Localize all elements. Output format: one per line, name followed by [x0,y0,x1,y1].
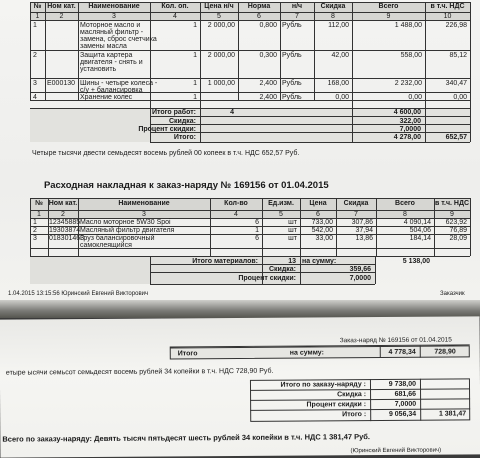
invoice-row-vat: 623,92 [445,219,467,226]
order-total-label: Итого по заказу-наряду : [280,381,367,389]
order-row-discount: 0,00 [335,94,349,101]
order-row-name: установить [80,66,117,73]
order-col-number: 1 [35,13,40,20]
order-col-header: Всего [378,3,399,10]
order-row-name: замены масла [80,43,127,50]
invoice-row-total: 504,06 [409,227,431,234]
invoice-percent-value: 7,0000 [349,275,371,282]
order-col-header: Наименование [88,3,140,10]
invoice-col-header: № [35,200,43,207]
order-col-number: 6 [257,13,261,20]
invoice-col-header: Ед.изм. [268,200,294,207]
works-label: Итого работ: [151,109,196,116]
order-row-code: Е000130 [47,80,76,87]
summary-sheet [0,316,480,457]
order-col-header: Цена н/ч [204,3,234,10]
order-row-unit: Рубль [282,94,302,101]
invoice-row-name: Груз балансировочный [80,235,155,242]
order-row-vat: 0,00 [453,94,467,101]
order-row-num: 1 [33,22,37,29]
order-col-header: Ном кат. [47,3,76,10]
order-row-total: 0,00 [408,94,422,101]
invoice-row-code: 018301463 [49,235,85,242]
order-row-discount: 112,00 [328,22,349,29]
grand-total-value: 9 056,34 [388,410,417,418]
invoice-sum-value: 5 138,00 [402,258,430,265]
works-total: 4 600,00 [393,109,421,116]
invoice-row-total: 184,14 [409,235,431,242]
invoice-row-name: Масляный фильтр двигателя [80,227,175,234]
invoice-row-code: 12345885 [49,219,81,226]
invoice-col-header: Ном кат. [48,200,78,207]
order-row-norm: 2,400 [259,80,277,87]
invoice-col-header: Кол-во [224,200,248,207]
order-row-total: 1 488,00 [394,22,422,29]
invoice-row-num: 2 [33,227,37,234]
order-row-price: 2 000,00 [207,22,235,29]
signature-name: (Юринский Евгений Викторович) [350,447,442,455]
order-col-header: Скидка [320,3,346,10]
order-row-name: масляный фильтр - [80,29,144,36]
order-col-header: Норма [247,3,271,10]
invoice-row-qty: 1 [255,227,259,234]
invoice-col-header: Цена [309,200,327,207]
invoice-row-price: 33,00 [315,235,333,242]
invoice-row-name: Масло моторное 5W30 Spoi [80,219,171,226]
order-col-number: 3 [112,13,116,20]
invoice-row-price: 542,00 [311,227,333,234]
order-col-header: в т.ч. НДС [430,3,465,10]
invoice-row-discount: 307,86 [351,219,373,226]
order-row-qty: 1 [193,80,197,87]
order-col-number: 7 [295,13,299,20]
grand-total-label: Итого : [342,411,367,419]
order-col-number: 4 [173,13,177,20]
order-reference: Заказ-наряд № 169156 от 01.04.2015 [339,336,452,345]
invoice-title: Расходная накладная к заказ-наряду № 169156 от 01.04.2015 [44,180,329,191]
order-total-vat: 652,57 [445,134,467,141]
order-row-unit: Рубль [282,22,302,29]
order-row-vat: 340,47 [445,80,467,87]
invoice-row-vat: 76,89 [449,227,467,234]
order-row-name: замена, сброс счетчика [80,36,157,43]
invoice-col-number: 1 [37,211,41,218]
invoice-row-code: 19303874 [49,227,81,234]
invoice-footer-customer: Заказчик [440,291,465,297]
final-total-words: Всего по заказу-наряду: Девять тысяч пятьдесят шесть рублей 34 копейки в т.ч. НДС 1 381,47 Руб. [2,432,371,444]
invoice-col-number: 5 [279,211,283,218]
invoice-col-header: в т.ч. НДС [434,200,470,207]
invoice-row-unit: шт [288,235,297,242]
order-row-name: Моторное масло и [80,22,141,29]
order-row-price: 2 000,00 [207,52,235,59]
works-qty: 4 [230,109,234,116]
sheet2-percent-value: 7,0000 [394,400,417,408]
invoice-row-qty: 6 [255,235,259,242]
order-col-number: 9 [386,13,391,20]
sheet2-words: етыре ысячи семьсот семьдесят восемь рублей 34 копейки в т.ч. НДС 728,90 Руб. [5,367,274,377]
order-row-price: 1 000,00 [207,80,235,87]
order-row-name: с/у + балансировка [80,87,143,94]
order-row-norm: 0,300 [259,52,277,59]
invoice-discount-label: Скидка: [268,266,296,273]
order-col-header: н/ч [291,3,303,10]
order-col-number: 5 [217,13,221,20]
order-discount-value: 322,00 [399,118,421,125]
order-row-name: двигателя - снять и [80,59,143,66]
order-row-qty: 1 [193,94,197,101]
invoice-row-discount: 37,94 [355,227,373,234]
invoice-row-discount: 13,86 [355,235,373,242]
order-row-discount: 168,00 [327,80,349,87]
sheet2-percent-label: Процент скидки : [306,401,367,409]
invoice-col-number: 8 [403,211,407,218]
order-row-qty: 1 [193,52,197,59]
invoice-col-header: Наименование [118,200,170,207]
order-row-unit: Рубль [282,52,302,59]
invoice-percent-label: Процент скидки: [238,275,296,282]
order-row-qty: 1 [193,22,197,29]
sheet2-discount-label: Скидка : [337,391,367,399]
materials-label: Итого материалов: [192,258,258,265]
invoice-row-unit: шт [288,219,297,226]
invoice-row-name: самоклеящийся [80,242,132,249]
order-row-num: 4 [33,94,37,101]
sheet2-sum-value: 4 778,34 [388,348,416,356]
invoice-col-number: 3 [142,211,146,218]
order-percent-label: Процент скидки: [138,126,196,133]
order-col-header: № [33,3,42,10]
order-total-value: 9 738,00 [388,380,417,388]
invoice-row-price: 733,00 [311,219,333,226]
order-row-vat: 85,12 [449,52,467,59]
sheet2-sum-label: на сумму: [289,349,324,357]
invoice-col-number: 6 [316,211,320,218]
order-row-norm: 0,800 [259,22,277,29]
order-row-total: 558,00 [400,52,422,59]
grand-total-vat: 1 381,47 [438,410,467,418]
order-col-number: 8 [331,13,335,20]
invoice-row-vat: 28,09 [449,235,467,242]
order-total-words: Четыре тысячи двести семьдесят восемь рублей 00 копеек в т.ч. НДС 652,57 Руб. [32,150,300,157]
invoice-col-number: 4 [234,211,238,218]
invoice-col-header: Всего [395,200,415,207]
invoice-row-num: 1 [33,219,37,226]
invoice-row-total: 4 090,14 [403,219,431,226]
order-row-num: 2 [33,52,37,59]
order-row-name: Хранение колес [80,94,133,101]
sheet2-discount-value: 681,66 [394,390,417,398]
page-gap [0,300,480,318]
invoice-sum-label: на сумму: [302,258,337,265]
invoice-row-unit: шт [288,227,297,234]
order-row-vat: 226,98 [445,22,467,29]
order-col-number: 10 [443,13,452,20]
invoice-footer-author: 1.04.2015 13:15:56 Юринский Евгений Викторович [8,291,149,297]
invoice-col-number: 2 [61,211,65,218]
invoice-row-qty: 6 [255,219,259,226]
order-row-name: Шины - четыре колеса - [80,80,158,87]
order-row-num: 3 [33,80,37,87]
materials-qty: 13 [288,258,296,265]
order-total-label: Итого: [173,134,196,141]
order-row-norm: 2,400 [259,94,277,101]
order-row-name: Защита картера [80,52,133,59]
invoice-col-number: 7 [354,211,358,218]
invoice-col-number: 9 [450,211,454,218]
sheet2-sum-vat: 728,90 [434,348,456,356]
order-row-total: 2 232,00 [394,80,422,87]
order-discount-label: Скидка: [168,118,196,125]
order-percent-value: 7,0000 [399,126,421,133]
order-col-header: Кол. оп. [161,3,189,10]
order-row-discount: 42,00 [331,52,349,59]
invoice-col-header: Скидка [343,200,369,207]
invoice-discount-value: 359,66 [349,266,371,273]
order-row-unit: Рубль [282,80,302,87]
invoice-row-num: 3 [33,235,37,242]
sheet2-itogo-label: Итого [177,350,198,358]
order-col-number: 2 [59,13,64,20]
order-total-value: 4 278,00 [393,134,421,141]
